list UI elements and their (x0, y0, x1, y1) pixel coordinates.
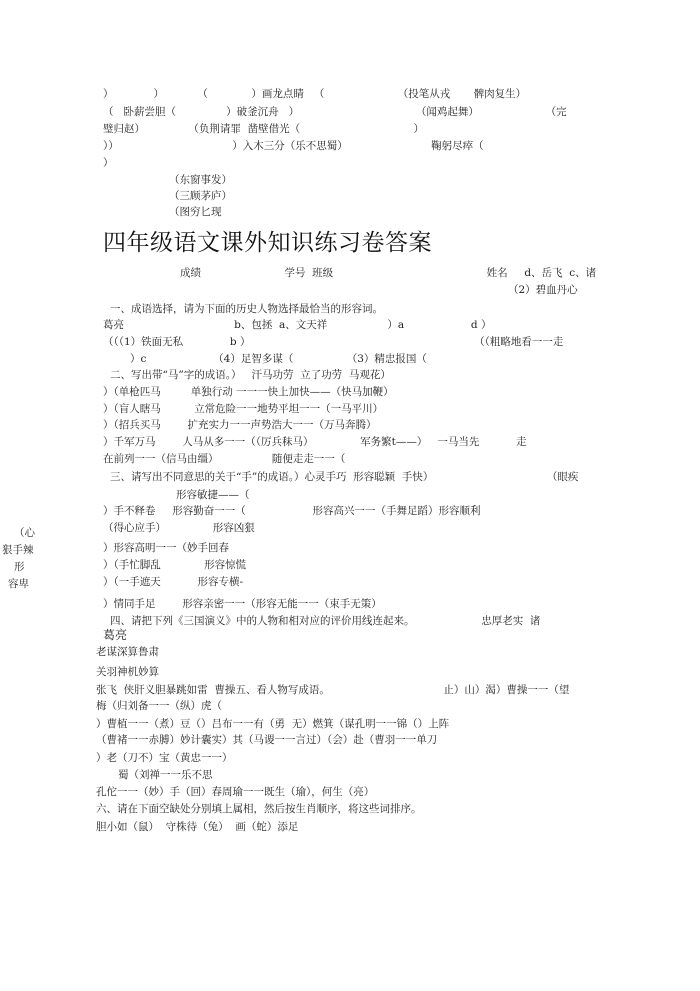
body-line-17: ）（一手遮天 形容专横- (103, 576, 244, 588)
body-line-2: 葛亮 b、包拯 a、文天祥 ）a d ） (103, 319, 492, 331)
body-line-20: 葛亮 (103, 628, 128, 642)
body-line-23: 张飞 侠肝义胆暴跳如雷 曹操五、看人物写成语。 止）山）渴）曹操一一（望 (96, 684, 570, 696)
body-line-16: ）（手忙脚乱 形容惊慌 (103, 559, 247, 571)
body-line-15: ）形容高明一一（妙手回春 (103, 542, 229, 554)
top-line-8: （图穷匕现 (169, 206, 222, 218)
body-line-24: 梅（归刘备一一（纵）虎（ (96, 700, 222, 712)
margin-note-4: 容卑 (8, 578, 29, 590)
body-line-30: 六、请在下面空缺处分别填上属相，然后按生肖顺序，将这些词排序。 (96, 803, 422, 815)
body-line-5: 二、写出带“马”字的成语。） 汗马功劳 立了功劳 马观花） (110, 369, 391, 381)
margin-note-1: （心 (14, 527, 35, 539)
body-line-7: ）（盲人瞎马 立常危险一一地势平坦一一（一马平川） (103, 403, 384, 415)
body-line-11: 三、请写出不同意思的关于“手”的成语。）心灵手巧 形容聪颖 手快） （眼疾 (110, 471, 579, 483)
body-line-3: （（（1）铁面无私 b ） （（粗略地看一一走 (103, 336, 564, 348)
body-line-26: （曹褚一一赤膊）妙计囊实）其（马谡一一言过）（会）赴（曹羽一一单刀 (96, 734, 438, 746)
top-line-7: （三顾茅庐） (169, 190, 232, 202)
body-line-9: ）千军万马 人马从多一一（（厉兵秣马） 军务繁t——） 一马当先 走 (103, 436, 527, 448)
body-line-10: 在前列一一（信马由缰） 随便走走一一（ (103, 453, 346, 465)
margin-note-3: 形 (14, 561, 25, 573)
header-line-2: （2）碧血丹心 (508, 284, 578, 296)
top-line-4: ）） ）入木三分（乐不思蜀） 鞠躬尽瘁（ (103, 140, 484, 152)
body-line-13: ）手不释卷 形容勤奋一一（ 形容高兴一一（手舞足蹈）形容顺利 (103, 505, 481, 517)
top-line-6: （东窗事发） (169, 174, 232, 186)
body-line-21: 老谋深算鲁肃 (96, 646, 159, 658)
top-line-3: 璧归赵） （负荆请罪 凿壁借光（ ） (103, 123, 425, 135)
body-line-1: 一、成语选择，请为下面的历史人物选择最恰当的形容词。 (110, 303, 383, 315)
body-line-12: 形容敏捷——（ (176, 489, 250, 501)
body-line-22: 关羽神机妙算 (96, 666, 159, 678)
header-line: 成绩 学号 班级 姓名 d、岳飞 c、诸 (180, 267, 597, 279)
body-line-27: ）老（刀不）宝（黄忠一一） (96, 752, 233, 764)
body-line-25: ）曹植一一（煮）豆（）吕布一一有（勇 无）燃箕（谋孔明一一锦（）上阵 (96, 718, 450, 730)
margin-note-2: 狠手辣 (2, 544, 34, 556)
body-line-19: 四、请把下列《三国演义》中的人物和相对应的评价用线连起来。 忠厚老实 诸 (110, 615, 541, 627)
top-line-5: ） (103, 157, 114, 169)
top-line-1: ） ） （ ）画龙点睛 （ （投笔从戎 髀肉复生） (103, 88, 527, 100)
page-title: 四年级语文课外知识练习卷答案 (103, 230, 432, 256)
body-line-18: ）情同手足 形容亲密一一（形容无能一一（束手无策） (103, 598, 382, 610)
body-line-6: ）（单枪匹马 单独行动 一一一快上加快——（快马加鞭） (103, 386, 394, 398)
body-line-31: 胆小如（鼠） 守株待（兔） 画（蛇）添足 (96, 821, 299, 833)
body-line-8: ）（招兵买马 扩充实力一一声势浩大一一（万马奔腾） (103, 419, 377, 431)
body-line-14: （得心应手） 形容凶狠 (103, 522, 255, 534)
body-line-4: ）c （4）足智多谋（ （3）精忠报国（ (130, 353, 427, 365)
body-line-28: 蜀（刘禅一一乐不思 (118, 769, 213, 781)
body-line-29: 孔佗一一（妙）手（回）春周瑜一一既生（瑜），何生（亮） (96, 786, 375, 798)
top-line-2: （ 卧薪尝胆（ ）破釜沉舟 ） （闻鸡起舞） （完 (103, 106, 567, 118)
